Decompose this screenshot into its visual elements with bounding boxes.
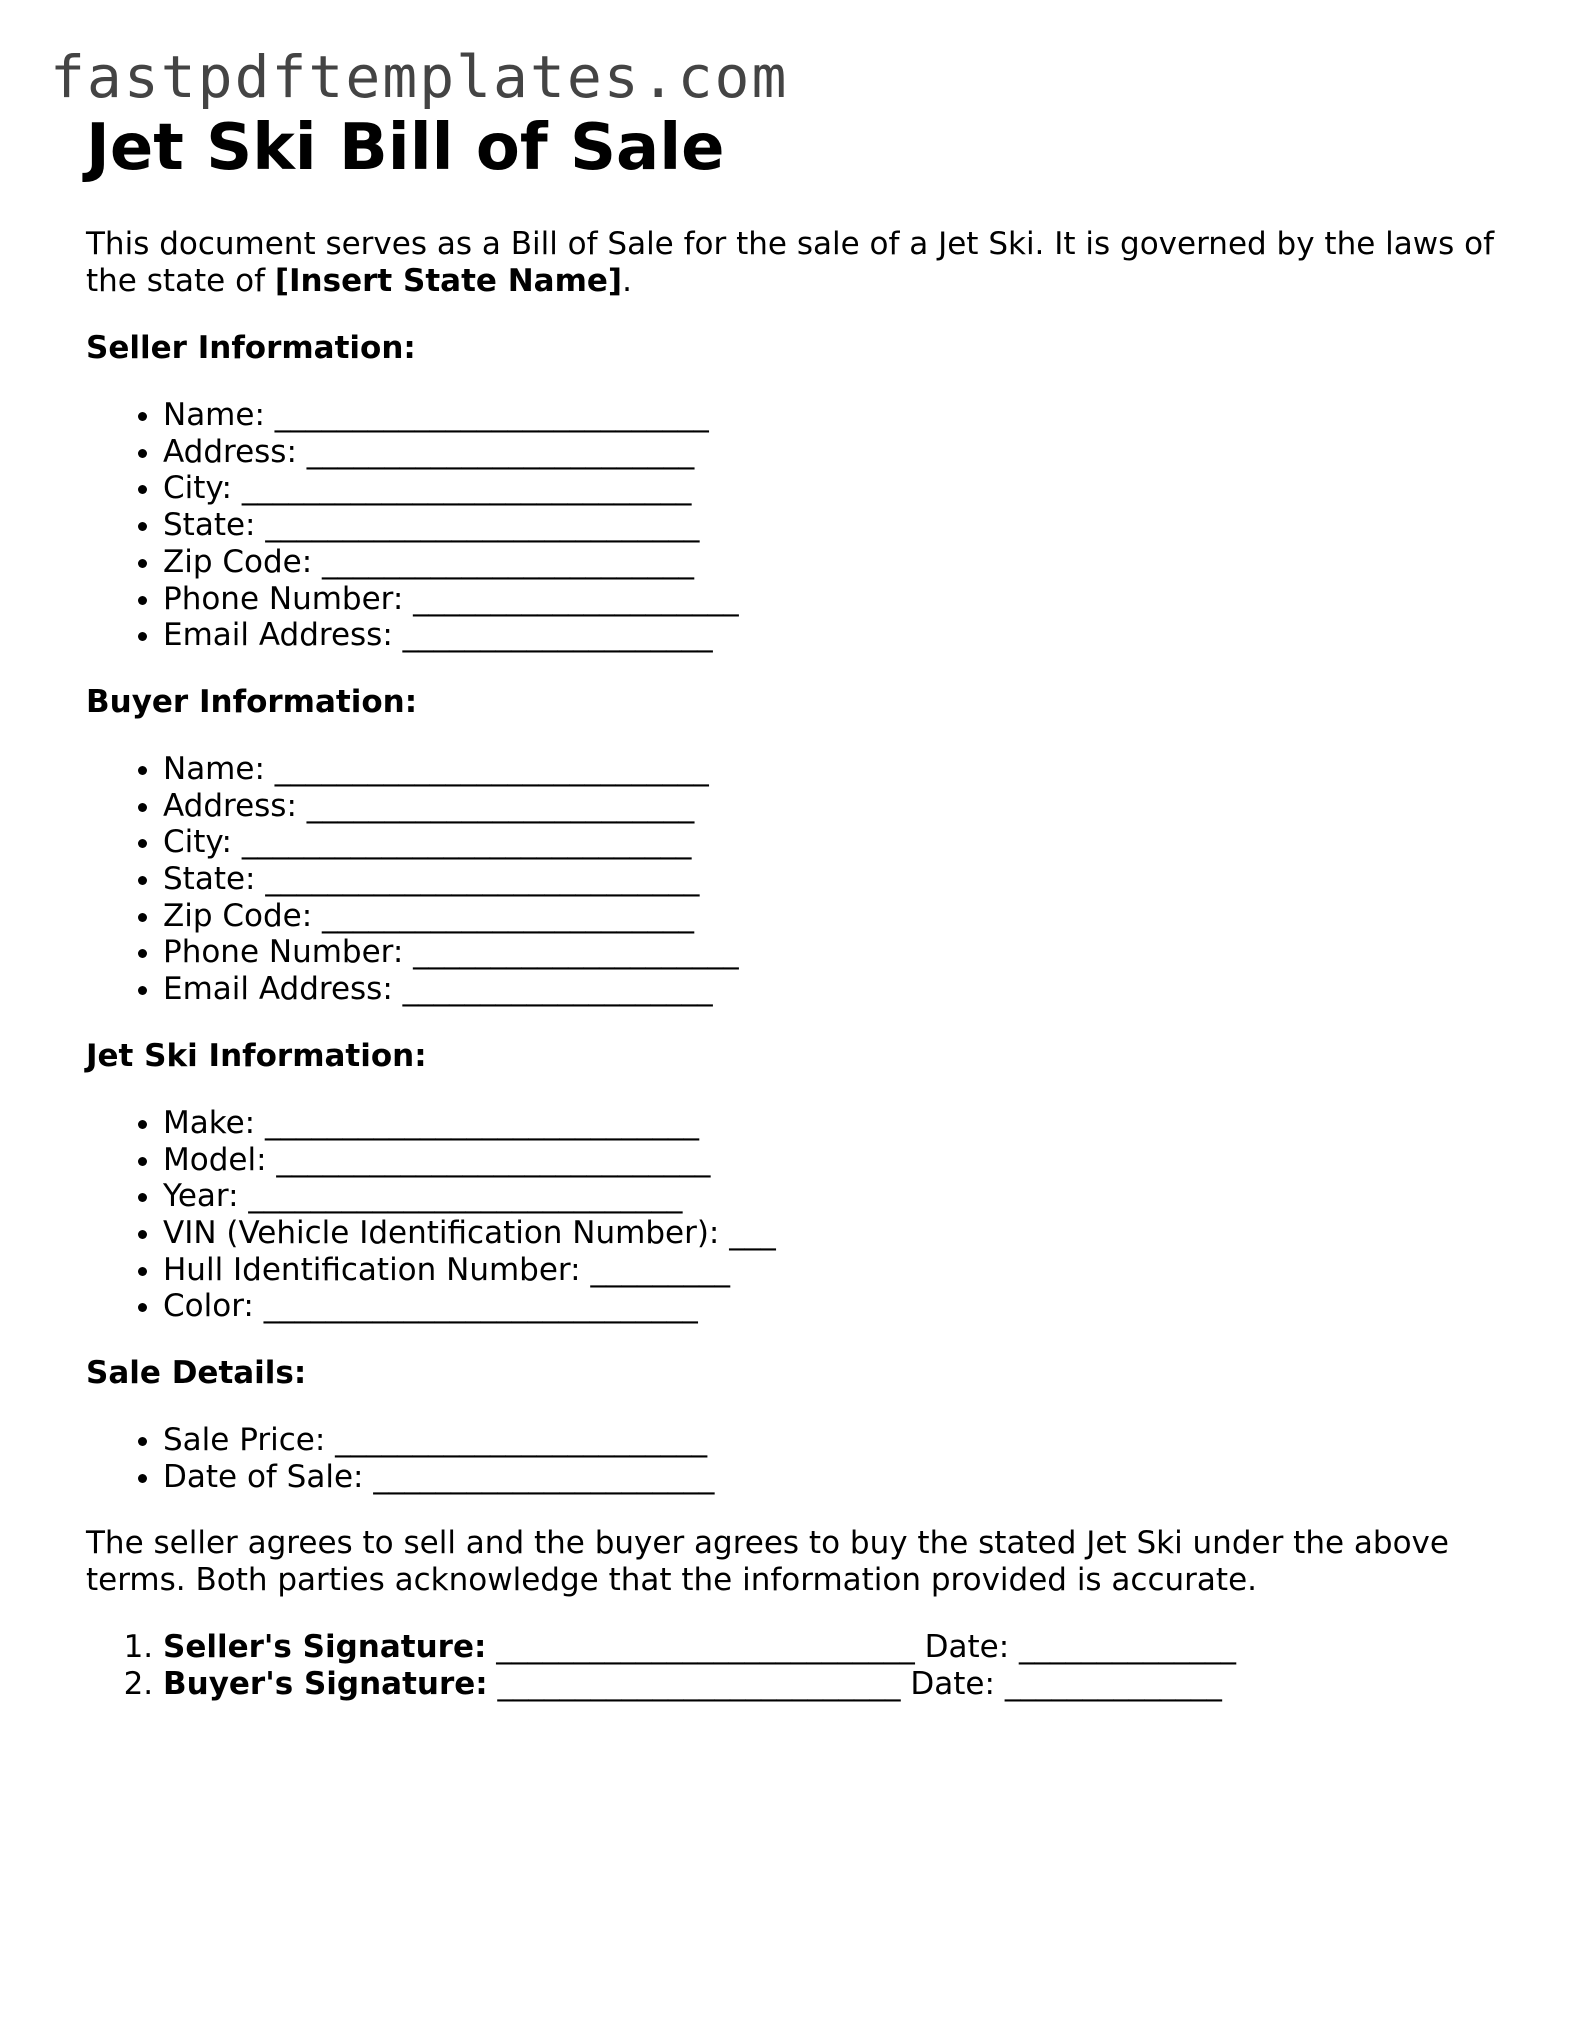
intro-period: . <box>622 263 632 299</box>
field-label: City: <box>163 824 232 861</box>
field-label: Email Address: <box>163 617 393 654</box>
blank-line: ________________________ <box>335 1422 708 1459</box>
field-label: Name: <box>163 397 265 433</box>
blank-line: ________________________ <box>322 897 695 934</box>
date-blank: ______________ <box>1004 1666 1222 1703</box>
buyer-state-field <box>163 861 1506 898</box>
blank-line: _________ <box>590 1251 730 1288</box>
blank-line: ____________________________ <box>274 397 709 433</box>
field-label: Model: <box>163 1141 267 1178</box>
blank-line: ____________________________ <box>265 861 700 898</box>
jetski-model-field <box>163 1142 1506 1179</box>
blank-line: _____________________ <box>413 934 739 971</box>
signatures-list <box>86 1629 1506 1702</box>
seller-email-field <box>163 617 1506 654</box>
seller-name-field <box>163 397 1506 434</box>
signature-label: Seller's Signature: <box>163 1629 487 1666</box>
sale-heading: Sale Details: <box>86 1355 307 1392</box>
buyer-city-field <box>163 824 1506 861</box>
seller-phone-field <box>163 581 1506 618</box>
jetski-vin-field <box>163 1215 1506 1252</box>
intro-text: This document serves as a Bill of Sale for the sale of a Jet Ski. It is governed by the laws of the state of <box>86 226 1495 299</box>
watermark: fastpdftemplates.com <box>50 43 789 111</box>
seller-address-field <box>163 434 1506 471</box>
field-label: Phone Number: <box>163 934 404 971</box>
field-label: State: <box>163 507 256 544</box>
field-label: Address: <box>163 433 297 470</box>
buyer-signature-line <box>163 1666 1506 1703</box>
field-label: Make: <box>163 1104 256 1141</box>
blank-line: ______________________ <box>373 1458 715 1495</box>
jetski-hull-id-field <box>163 1252 1506 1289</box>
buyer-address-field <box>163 788 1506 825</box>
blank-line: _________________________ <box>306 787 695 824</box>
field-label: Date of Sale: <box>163 1458 364 1495</box>
buyer-zip-field <box>163 898 1506 935</box>
state-placeholder: [Insert State Name] <box>274 263 623 299</box>
seller-zip-field <box>163 544 1506 581</box>
buyer-phone-field <box>163 934 1506 971</box>
blank-line: ____________________ <box>402 617 713 654</box>
date-blank: ______________ <box>1019 1629 1237 1666</box>
blank-line: ____________________________ <box>276 1141 711 1178</box>
blank-line: ____________________________ <box>248 1178 683 1215</box>
document-page <box>86 112 1506 1703</box>
closing-paragraph: The seller agrees to sell and the buyer agrees to buy the stated Jet Ski under the above terms. Both parties acknowledge that the information provided is accurate. <box>86 1525 1449 1599</box>
blank-line: _________________________ <box>306 433 695 470</box>
jetski-color-field <box>163 1288 1506 1325</box>
blank-line: ___ <box>729 1214 776 1251</box>
signature-label: Buyer's Signature: <box>163 1666 488 1703</box>
field-label: Sale Price: <box>163 1422 326 1459</box>
field-label: City: <box>163 470 232 507</box>
sale-date-field <box>163 1459 1506 1496</box>
buyer-name-field <box>163 751 1506 788</box>
intro-paragraph <box>86 226 1506 300</box>
buyer-email-field <box>163 971 1506 1008</box>
date-label: Date: <box>910 1666 995 1703</box>
blank-line: ____________________________ <box>263 1288 698 1325</box>
blank-line: _____________________________ <box>241 824 692 861</box>
field-label: State: <box>163 861 256 898</box>
field-label: Address: <box>163 787 297 824</box>
field-label: Email Address: <box>163 971 393 1008</box>
blank-line: ________________________ <box>322 543 695 580</box>
blank-line: _____________________________ <box>241 470 692 507</box>
seller-fields-list <box>86 397 1506 654</box>
blank-line: ____________________________ <box>274 750 709 787</box>
jetski-heading: Jet Ski Information: <box>86 1037 427 1074</box>
field-label: Zip Code: <box>163 543 313 580</box>
seller-heading: Seller Information: <box>86 330 416 366</box>
jetski-fields-list <box>86 1105 1506 1325</box>
field-label: Color: <box>163 1288 254 1325</box>
blank-line: ____________________________ <box>264 1104 699 1141</box>
signature-blank: __________________________ <box>497 1666 901 1703</box>
blank-line: _____________________ <box>413 580 739 617</box>
blank-line: ____________________ <box>402 971 713 1008</box>
field-label: Name: <box>163 750 265 787</box>
date-label: Date: <box>924 1629 1010 1666</box>
sale-fields-list <box>86 1422 1506 1495</box>
seller-city-field <box>163 470 1506 507</box>
signature-blank: ___________________________ <box>496 1629 915 1666</box>
field-label: Phone Number: <box>163 580 404 617</box>
jetski-make-field <box>163 1105 1506 1142</box>
field-label: Zip Code: <box>163 897 313 934</box>
sale-price-field <box>163 1422 1506 1459</box>
field-label: VIN (Vehicle Identification Number): <box>163 1214 720 1251</box>
field-label: Hull Identification Number: <box>163 1251 581 1288</box>
buyer-heading: Buyer Information: <box>86 683 418 720</box>
document-title: Jet Ski Bill of Sale <box>86 111 725 185</box>
buyer-fields-list <box>86 751 1506 1008</box>
jetski-year-field <box>163 1178 1506 1215</box>
blank-line: ____________________________ <box>265 507 700 544</box>
seller-state-field <box>163 507 1506 544</box>
seller-signature-line <box>163 1629 1506 1666</box>
field-label: Year: <box>163 1178 239 1215</box>
